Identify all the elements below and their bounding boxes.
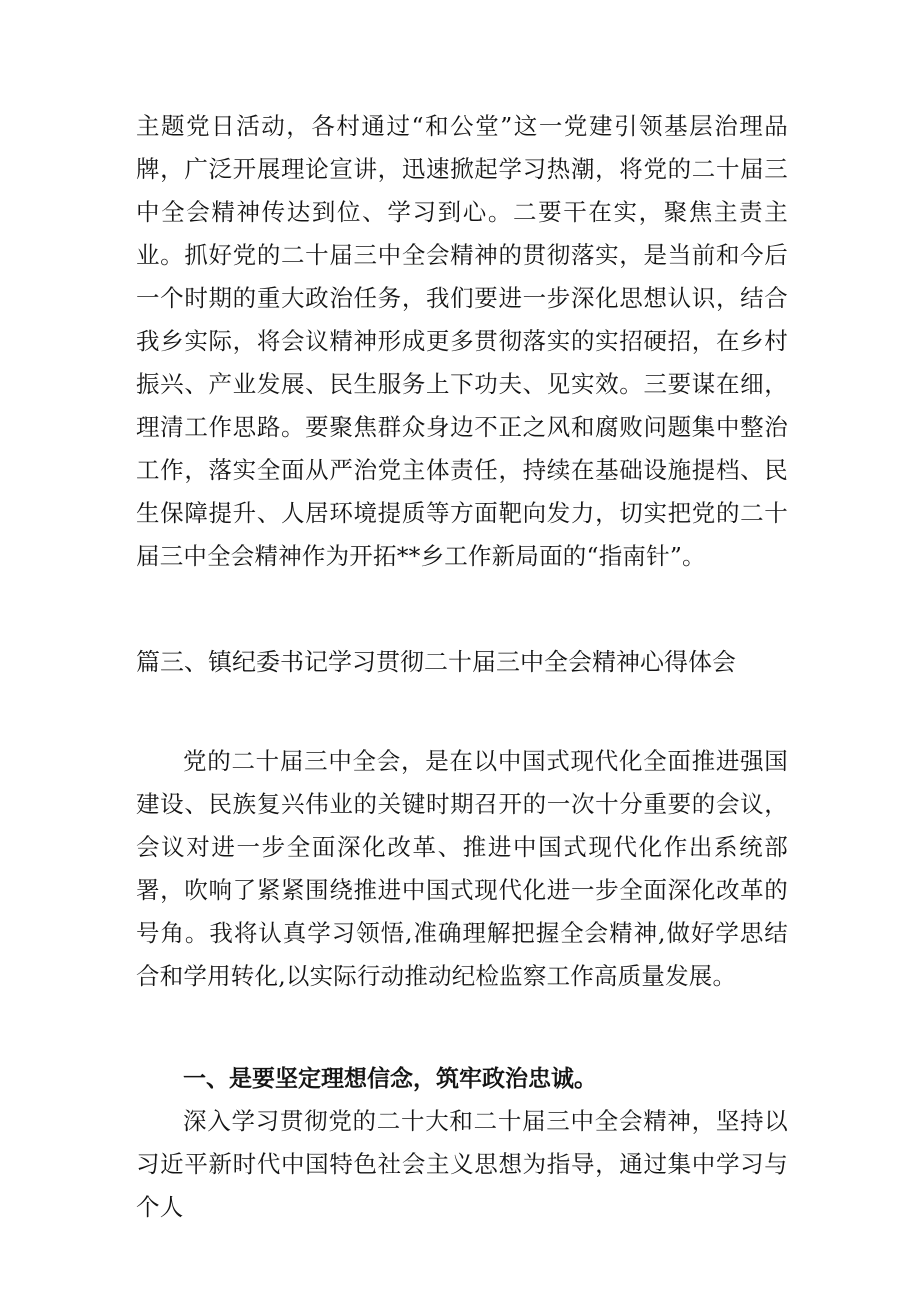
body-paragraph-continued: 主题党日活动，各村通过“和公堂”这一党建引领基层治理品牌，广泛开展理论宣讲，迅速掀起学习热潮，将党的二十届三中全会精神传达到位、学习到心。二要干在实，聚焦主责主业。抓好党的二十届三中全会精神的贯彻落实，是当前和今后一个时期的重大政治任务，我们要进一步深化思想认识，结合我乡实际，将会议精神形成更多贯彻落实的实招硬招，在乡村振兴、产业发展、民生服务上下功夫、见实效。三要谋在细，理清工作思路。要聚焦群众身边不正之风和腐败问题集中整治工作，落实全面从严治党主体责任，持续在基础设施提档、民生保障提升、人居环境提质等方面靶向发力，切实把党的二十届三中全会精神作为开拓**乡工作新局面的“指南针”。 xyxy=(136,112,788,570)
subheading-first-point: 一、是要坚定理想信念，筑牢政治忠诚。 xyxy=(183,1065,597,1091)
body-paragraph-first-point: 深入学习贯彻党的二十大和二十届三中全会精神，坚持以习近平新时代中国特色社会主义思想为指导，通过集中学习与个人 xyxy=(136,1107,788,1221)
section-title: 篇三、镇纪委书记学习贯彻二十届三中全会精神心得体会 xyxy=(136,649,736,676)
body-paragraph-intro: 党的二十届三中全会，是在以中国式现代化全面推进强国建设、民族复兴伟业的关键时期召开的一次十分重要的会议，会议对进一步全面深化改革、推进中国式现代化作出系统部署，吹响了紧紧围绕推进中国式现代化进一步全面深化改革的号角。我将认真学习领悟,准确理解把握全会精神,做好学思结合和学用转化,以实际行动推动纪检监察工作高质量发展。 xyxy=(136,747,788,990)
